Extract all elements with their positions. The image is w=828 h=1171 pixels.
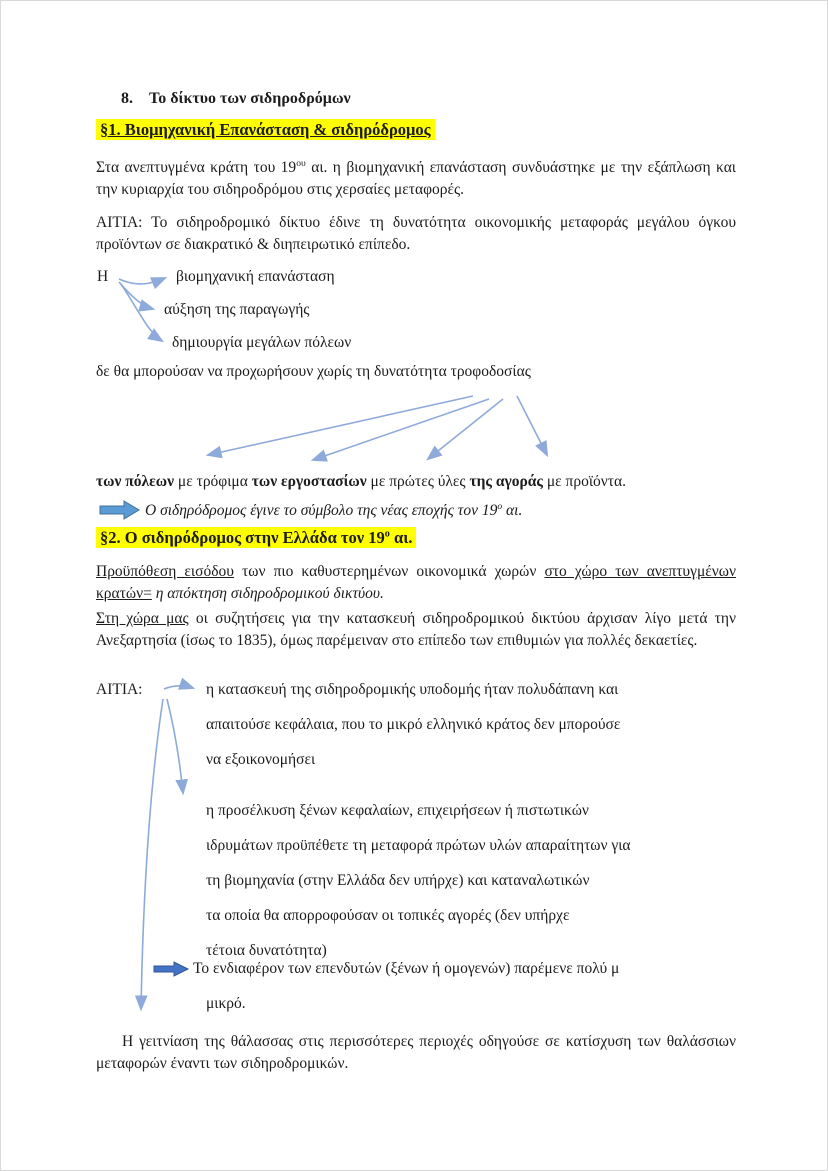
aitia-arrow-2 (167, 699, 183, 793)
diagram-arrow-2 (119, 282, 153, 309)
title-text: Το δίκτυο των σιδηροδρόμων (149, 90, 351, 107)
fan-arrow-4 (517, 396, 547, 455)
section1-heading-text: §1. Βιομηχανική Επανάσταση & σιδηρόδρομος (96, 119, 435, 140)
aitia-arrow-1 (164, 686, 193, 689)
section1-heading (96, 120, 435, 140)
section2-heading (96, 528, 416, 548)
paragraph-condition: Προϋπόθεση εισόδου των πιο καθυστερημένων οικονομικά χωρών στο χώρο των ανεπτυγμένων κρατών= η απόκτηση σιδηροδρομικού δικτύου. (96, 563, 736, 602)
cause1-line-3: να εξοικονομήσει (206, 751, 316, 768)
paragraph-sea: Η γειτνίαση της θάλασσας στις περισσότερες περιοχές οδηγούσε σε κατίσχυση των θαλάσσιων μεταφορών έναντι των σιδηροδρομικών. (96, 1033, 736, 1072)
title-number: 8. (121, 90, 133, 107)
conclusion-text: Ο σιδηρόδρομος έγινε το σύμβολο της νέας εποχής τον $19^o$ αι. (145, 500, 523, 519)
cause2-line-5: τέτοια δυνατότητα) (206, 942, 327, 959)
cause2-line-2: ιδρυμάτων προϋπέθετε τη μεταφορά πρώτων υλών απαραίτητων για (206, 837, 631, 854)
fan-arrow-1 (208, 396, 473, 455)
fan-target-line: των πόλεων με τρόφιμα των εργοστασίων με πρώτες ύλες της αγοράς με προϊόντα. (96, 473, 626, 490)
cause1-line-2: απαιτούσε κεφάλαια, που το μικρό ελληνικό κράτος δεν μπορούσε (206, 716, 621, 733)
block-arrow-icon (153, 961, 191, 977)
result-line-2: μικρό. (206, 995, 246, 1012)
diagram-item-2: αύξηση της παραγωγής (164, 301, 310, 318)
diagram-item-1: βιομηχανική επανάσταση (176, 268, 335, 285)
fan-arrow-2 (313, 399, 489, 460)
diagram-arrow-1 (119, 278, 165, 284)
paragraph-continue: δε θα μπορούσαν να προχωρήσουν χωρίς τη δυνατότητα τροφοδοσίας (96, 363, 531, 380)
document-title (121, 90, 351, 108)
paragraph-greece: Στη χώρα μας οι συζητήσεις για την κατασκευή σιδηροδρομικού δικτύου άρχισαν λίγο μετά την Ανεξαρτησία (ίσως το 1835), όμως παρέμειναν στο επίπεδο των επιθυμιών για πολλές δεκαετίες. (96, 610, 737, 649)
fan-arrow-3 (428, 399, 503, 459)
diagram-arrow-3 (121, 284, 162, 341)
result-line-1: Το ενδιαφέρον των επενδυτών (ξένων ή ομογενών) παρέμενε πολύ μ (193, 960, 620, 977)
paragraph-intro: Στα ανεπτυγμένα κράτη του $19^{o\upsilon}$ αι. η βιομηχανική επανάσταση συνδυάστηκε με την εξάπλωση και την κυριαρχία του σιδηροδρόμου στις χερσαίες μεταφορές. (96, 157, 736, 198)
paragraph-aitia-1: ΑΙΤΙΑ: Το σιδηροδρομικό δίκτυο έδινε τη δυνατότητα οικονομικής μεταφοράς μεγάλου όγκου προϊόντων σε διακρατικό & διηπειρωτικό επίπεδο. (96, 214, 736, 253)
diagram-label-h: Η (97, 268, 109, 285)
block-arrow-icon (99, 500, 141, 520)
cause-list-2 (206, 801, 706, 976)
diagram-item-3: δημιουργία μεγάλων πόλεων (172, 334, 352, 351)
cause2-line-1: η προσέλκυση ξένων κεφαλαίων, επιχειρήσεων ή πιστωτικών (206, 802, 589, 819)
cause1-line-1: η κατασκευή της σιδηροδρομικής υποδομής ήταν πολυδάπανη και (206, 681, 619, 698)
cause2-line-3: τη βιομηχανία (στην Ελλάδα δεν υπήρχε) και καταναλωτικών (206, 872, 590, 889)
section2-heading-text: §2. Ο σιδηρόδρομος στην Ελλάδα τον $19^o$ αι. (96, 527, 416, 548)
cause2-line-4: τα οποία θα απορροφούσαν οι τοπικές αγορές (δεν υπήρχε (206, 907, 570, 924)
aitia-label: ΑΙΤΙΑ: (96, 681, 143, 698)
cause-list-1 (206, 680, 706, 785)
